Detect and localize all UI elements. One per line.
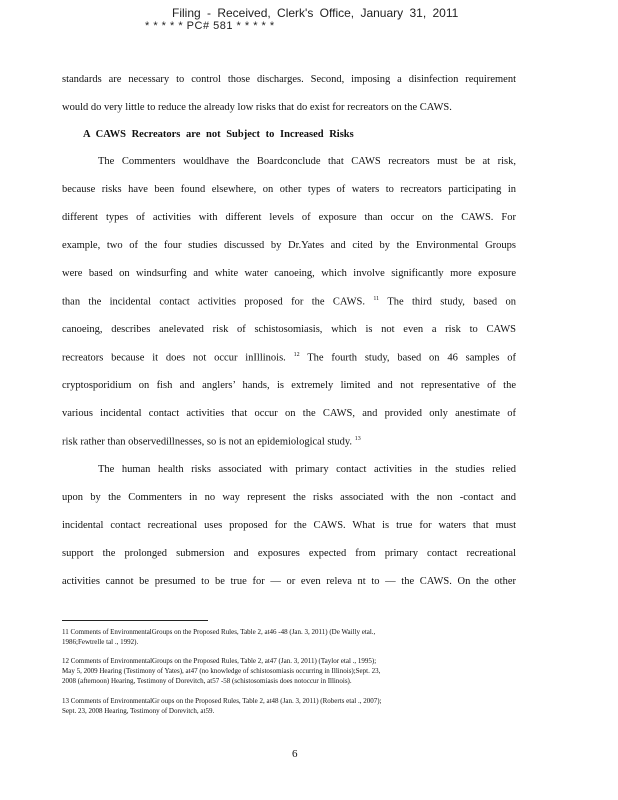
line-text: The third study, based on — [387, 296, 517, 308]
footnote-mark-12: 12 — [293, 352, 300, 358]
line-text: recreators because it does not occur inIllinois. — [62, 352, 286, 364]
pc-number-line: * * * * * PC# 581 * * * * * — [145, 20, 275, 32]
body-line: cryptosporidium on fish and anglers’ hands, is extremely limited and not representative of the — [62, 380, 516, 391]
body-line — [62, 352, 516, 364]
body-line: The Commenters wouldhave the Boardconclude that CAWS recreators must be at risk, — [98, 156, 516, 167]
body-line: standards are necessary to control those discharges. Second, imposing a disinfection requirement — [62, 74, 516, 85]
line-text: risk rather than observedillnesses, so is not an epidemiological study. — [62, 436, 353, 448]
body-line: would do very little to reduce the already low risks that do exist for recreators on the CAWS. — [62, 102, 452, 113]
body-line: various incidental contact activities that occur on the CAWS, and provided only anestimate of — [62, 408, 516, 419]
footnote-line: 2008 (afternoon) Hearing, Testimony of Dorevitch, at57 -58 (schistosomiasis does notoccur in Illinois). — [62, 677, 352, 685]
footnote-line: 12 Comments of EnvironmentalGroups on the Proposed Rules, Table 2, at47 (Jan. 3, 2011) (Taylor etal ., 1995); — [62, 657, 377, 665]
line-text: The fourth study, based on 46 samples of — [307, 352, 517, 364]
footnote-line: 1986;Fewtrelle tal ., 1992). — [62, 638, 139, 646]
body-line: canoeing, describes anelevated risk of schistosomiasis, which is not even a risk to CAWS — [62, 324, 516, 335]
page-number: 6 — [292, 748, 298, 760]
line-text: than the incidental contact activities proposed for the CAWS. — [62, 296, 366, 308]
footnote-line: 11 Comments of EnvironmentalGroups on the Proposed Rules, Table 2, at46 -48 (Jan. 3, 2011) (De Wailly etal., — [62, 628, 376, 636]
body-line: were based on windsurfing and white water canoeing, which involve significantly more exposure — [62, 268, 516, 279]
footnote-line: May 5, 2009 Hearing (Testimony of Yates), at47 (no knowledge of schistosomiasis occurring in Illinois);Sept. 23, — [62, 667, 381, 675]
footnote-divider — [62, 620, 208, 621]
body-line: support the prolonged submersion and exposures expected from primary contact recreational — [62, 548, 516, 559]
body-line: incidental contact recreational uses proposed for the CAWS. What is true for waters that must — [62, 520, 516, 531]
body-line: upon by the Commenters in no way represent the risks associated with the non -contact and — [62, 492, 516, 503]
body-line — [62, 436, 516, 448]
body-line: activities cannot be presumed to be true for — or even releva nt to — the CAWS. On the other — [62, 576, 516, 587]
body-line: example, two of the four studies discussed by Dr.Yates and cited by the Environmental Groups — [62, 240, 516, 251]
footnote-line: 13 Comments of EnvironmentalGr oups on the Proposed Rules, Table 2, at48 (Jan. 3, 2011) (Roberts etal ., 2007); — [62, 697, 382, 705]
section-heading: A CAWS Recreators are not Subject to Increased Risks — [83, 129, 354, 140]
footnote-mark-13: 13 — [354, 436, 361, 442]
body-line — [62, 296, 516, 308]
body-line: different types of activities with different levels of exposure than occur on the CAWS. For — [62, 212, 516, 223]
body-line: The human health risks associated with primary contact activities in the studies relied — [98, 464, 516, 475]
footnote-mark-11: 11 — [373, 296, 380, 302]
filing-stamp-line: Filing - Received, Clerk's Office, January 31, 2011 — [172, 6, 459, 20]
footnote-line: Sept. 23, 2008 Hearing, Testimony of Dorevitch, at59. — [62, 707, 215, 715]
body-line: because risks have been found elsewhere, on other types of waters to recreators participating in — [62, 184, 516, 195]
